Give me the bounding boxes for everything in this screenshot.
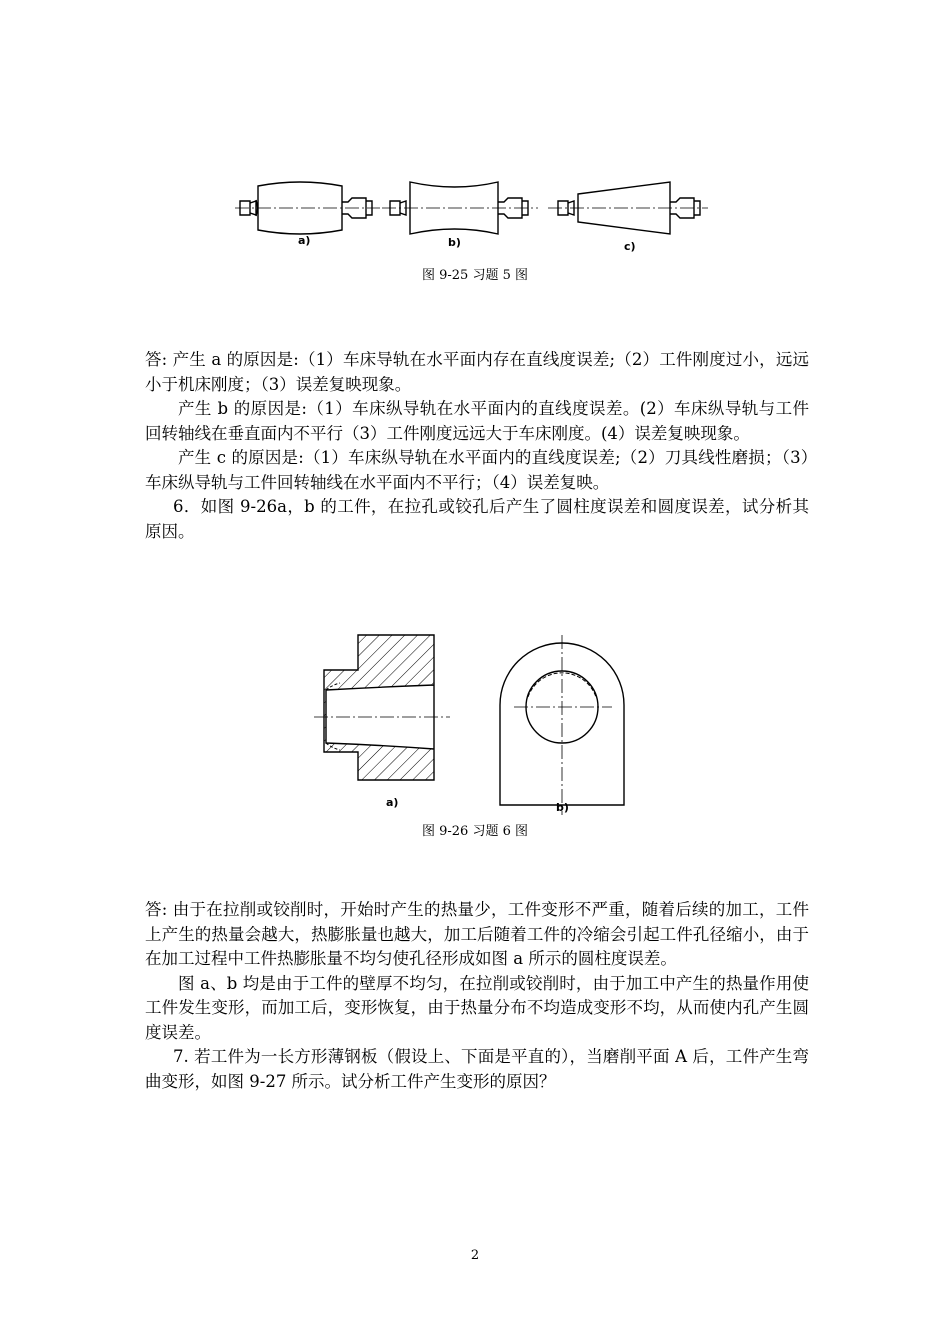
drawing-b xyxy=(500,635,624,815)
figure-9-26-caption: 图 9-26 习题 6 图 xyxy=(421,824,528,839)
label-c: c) xyxy=(624,240,636,253)
label-b: b) xyxy=(556,801,569,814)
figure-9-26 xyxy=(300,625,650,820)
page-number: 2 xyxy=(470,1248,480,1263)
label-a: a) xyxy=(386,796,399,809)
label-a: a) xyxy=(298,234,311,247)
question-6: 6．如图 9-26a，b 的工件，在拉孔或铰孔后产生了圆柱度误差和圆度误差，试分析其原因。 xyxy=(145,497,809,541)
answer-5-c: 产生 c 的原因是:（1）车床纵导轨在水平面内的直线度误差;（2）刀具线性磨损；（3）车床纵导轨与工件回转轴线在水平面内不平行；（4）误差复映。 xyxy=(145,448,809,492)
answer-5-a: 答: 产生 a 的原因是:（1）车床导轨在水平面内存在直线度误差;（2）工件刚度过小，远远小于机床刚度；（3）误差复映现象。 xyxy=(145,350,809,394)
answer-6-p1: 答: 由于在拉削或铰削时，开始时产生的热量少，工件变形不严重，随着后续的加工，工件上产生的热量会越大，热膨胀量也越大，加工后随着工件的冷缩会引起工件孔径缩小，由于在加工过程中工件热膨胀量不均匀使孔径形成如图 a 所示的圆柱度误差。 xyxy=(145,900,809,968)
answer-6-p2: 图 a、b 均是由于工件的壁厚不均匀，在拉削或铰削时，由于加工中产生的热量作用使工件发生变形，而加工后，变形恢复，由于热量分布不均造成变形不均，从而使内孔产生圆度误差。 xyxy=(145,973,809,1042)
figure-9-25-caption: 图 9-25 习题 5 图 xyxy=(421,268,528,283)
answer-5-block xyxy=(145,348,809,544)
label-b: b) xyxy=(448,236,461,249)
drawing-a xyxy=(314,635,450,780)
answer-5-b: 产生 b 的原因是:（1）车床纵导轨在水平面内的直线度误差。(2）车床纵导轨与工件回转轴线在垂直面内不平行（3）工件刚度远远大于车床刚度。(4）误差复映现象。 xyxy=(145,399,809,443)
answer-6-block xyxy=(145,898,809,1094)
question-7: 7. 若工件为一长方形薄钢板（假设上、下面是平直的），当磨削平面 A 后，工件产生弯曲变形，如图 9-27 所示。试分析工件产生变形的原因？ xyxy=(145,1047,809,1091)
figure-9-25 xyxy=(230,170,720,255)
